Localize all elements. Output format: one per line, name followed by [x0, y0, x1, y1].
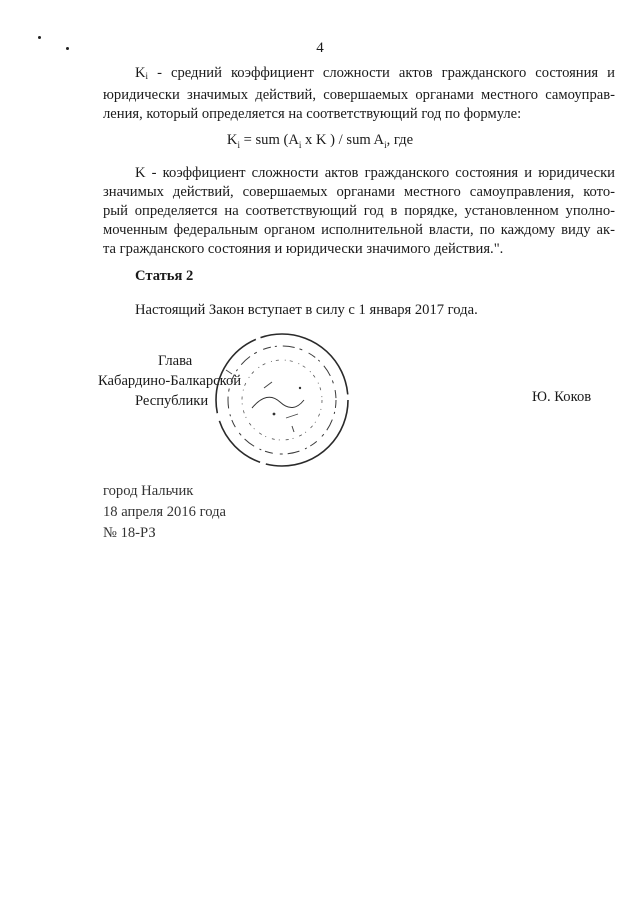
- law-number: № 18-РЗ: [103, 525, 156, 541]
- ki-definition-line-2: юридически значимых действий, совершаемых органами местного самоупрaв-: [103, 87, 615, 103]
- formula-mid: x K ) / sum A: [301, 132, 385, 148]
- ki-definition-line-1: [103, 64, 615, 86]
- k-definition-line-2: значимых действий, совершаемых органами местного самоуправления, кото-: [103, 184, 615, 200]
- ki-definition-text-1: - средний коэффициент сложности актов гражданского состояния и: [148, 65, 615, 81]
- k-definition-line-4: моченным федеральным органом исполнительной власти, по каждому виду ак-: [103, 222, 615, 238]
- scan-speck: [38, 36, 41, 39]
- scan-speck: [66, 47, 69, 50]
- page-number: 4: [316, 40, 324, 56]
- k-definition-paragraph: [103, 164, 615, 259]
- formula-lhs: K: [226, 132, 238, 148]
- formula-a2-subscript: i: [384, 139, 387, 150]
- ki-definition-paragraph: [103, 64, 615, 124]
- signatory-title-line-3: Республики: [135, 393, 209, 409]
- article-2-text: Настоящий Закон вступает в силу с 1 января 2017 года.: [135, 302, 478, 318]
- formula-a-subscript: i: [298, 139, 302, 150]
- official-seal-stamp: [212, 330, 352, 470]
- formula-eq: = sum (A: [239, 132, 299, 148]
- signing-date: 18 апреля 2016 года: [103, 504, 226, 520]
- k-definition-line-3: рый определяется на соответствующий год в порядке, установленном уполно-: [103, 203, 615, 219]
- ki-definition-line-3: ления, который определяется на соответствующий год по формуле:: [103, 106, 522, 122]
- formula-tail: , где: [386, 132, 414, 148]
- k-definition-line-5: та гражданского состояния и юридически значимого действия.".: [103, 241, 504, 257]
- signatory-title-line-2: Кабардино-Балкарской: [98, 373, 242, 389]
- k-definition-line-1: K - коэффициент сложности актов гражданского состояния и юридически: [135, 165, 615, 181]
- signatory-title-line-1: Глава: [158, 353, 193, 369]
- signatory-name: Ю. Коков: [532, 389, 592, 405]
- article-2-heading: Статья 2: [135, 268, 194, 284]
- ki-symbol-subscript: i: [145, 71, 149, 81]
- signing-city: город Нальчик: [103, 483, 194, 499]
- ki-symbol: K: [135, 65, 146, 81]
- ki-formula: [0, 132, 640, 150]
- formula-lhs-subscript: i: [237, 139, 240, 150]
